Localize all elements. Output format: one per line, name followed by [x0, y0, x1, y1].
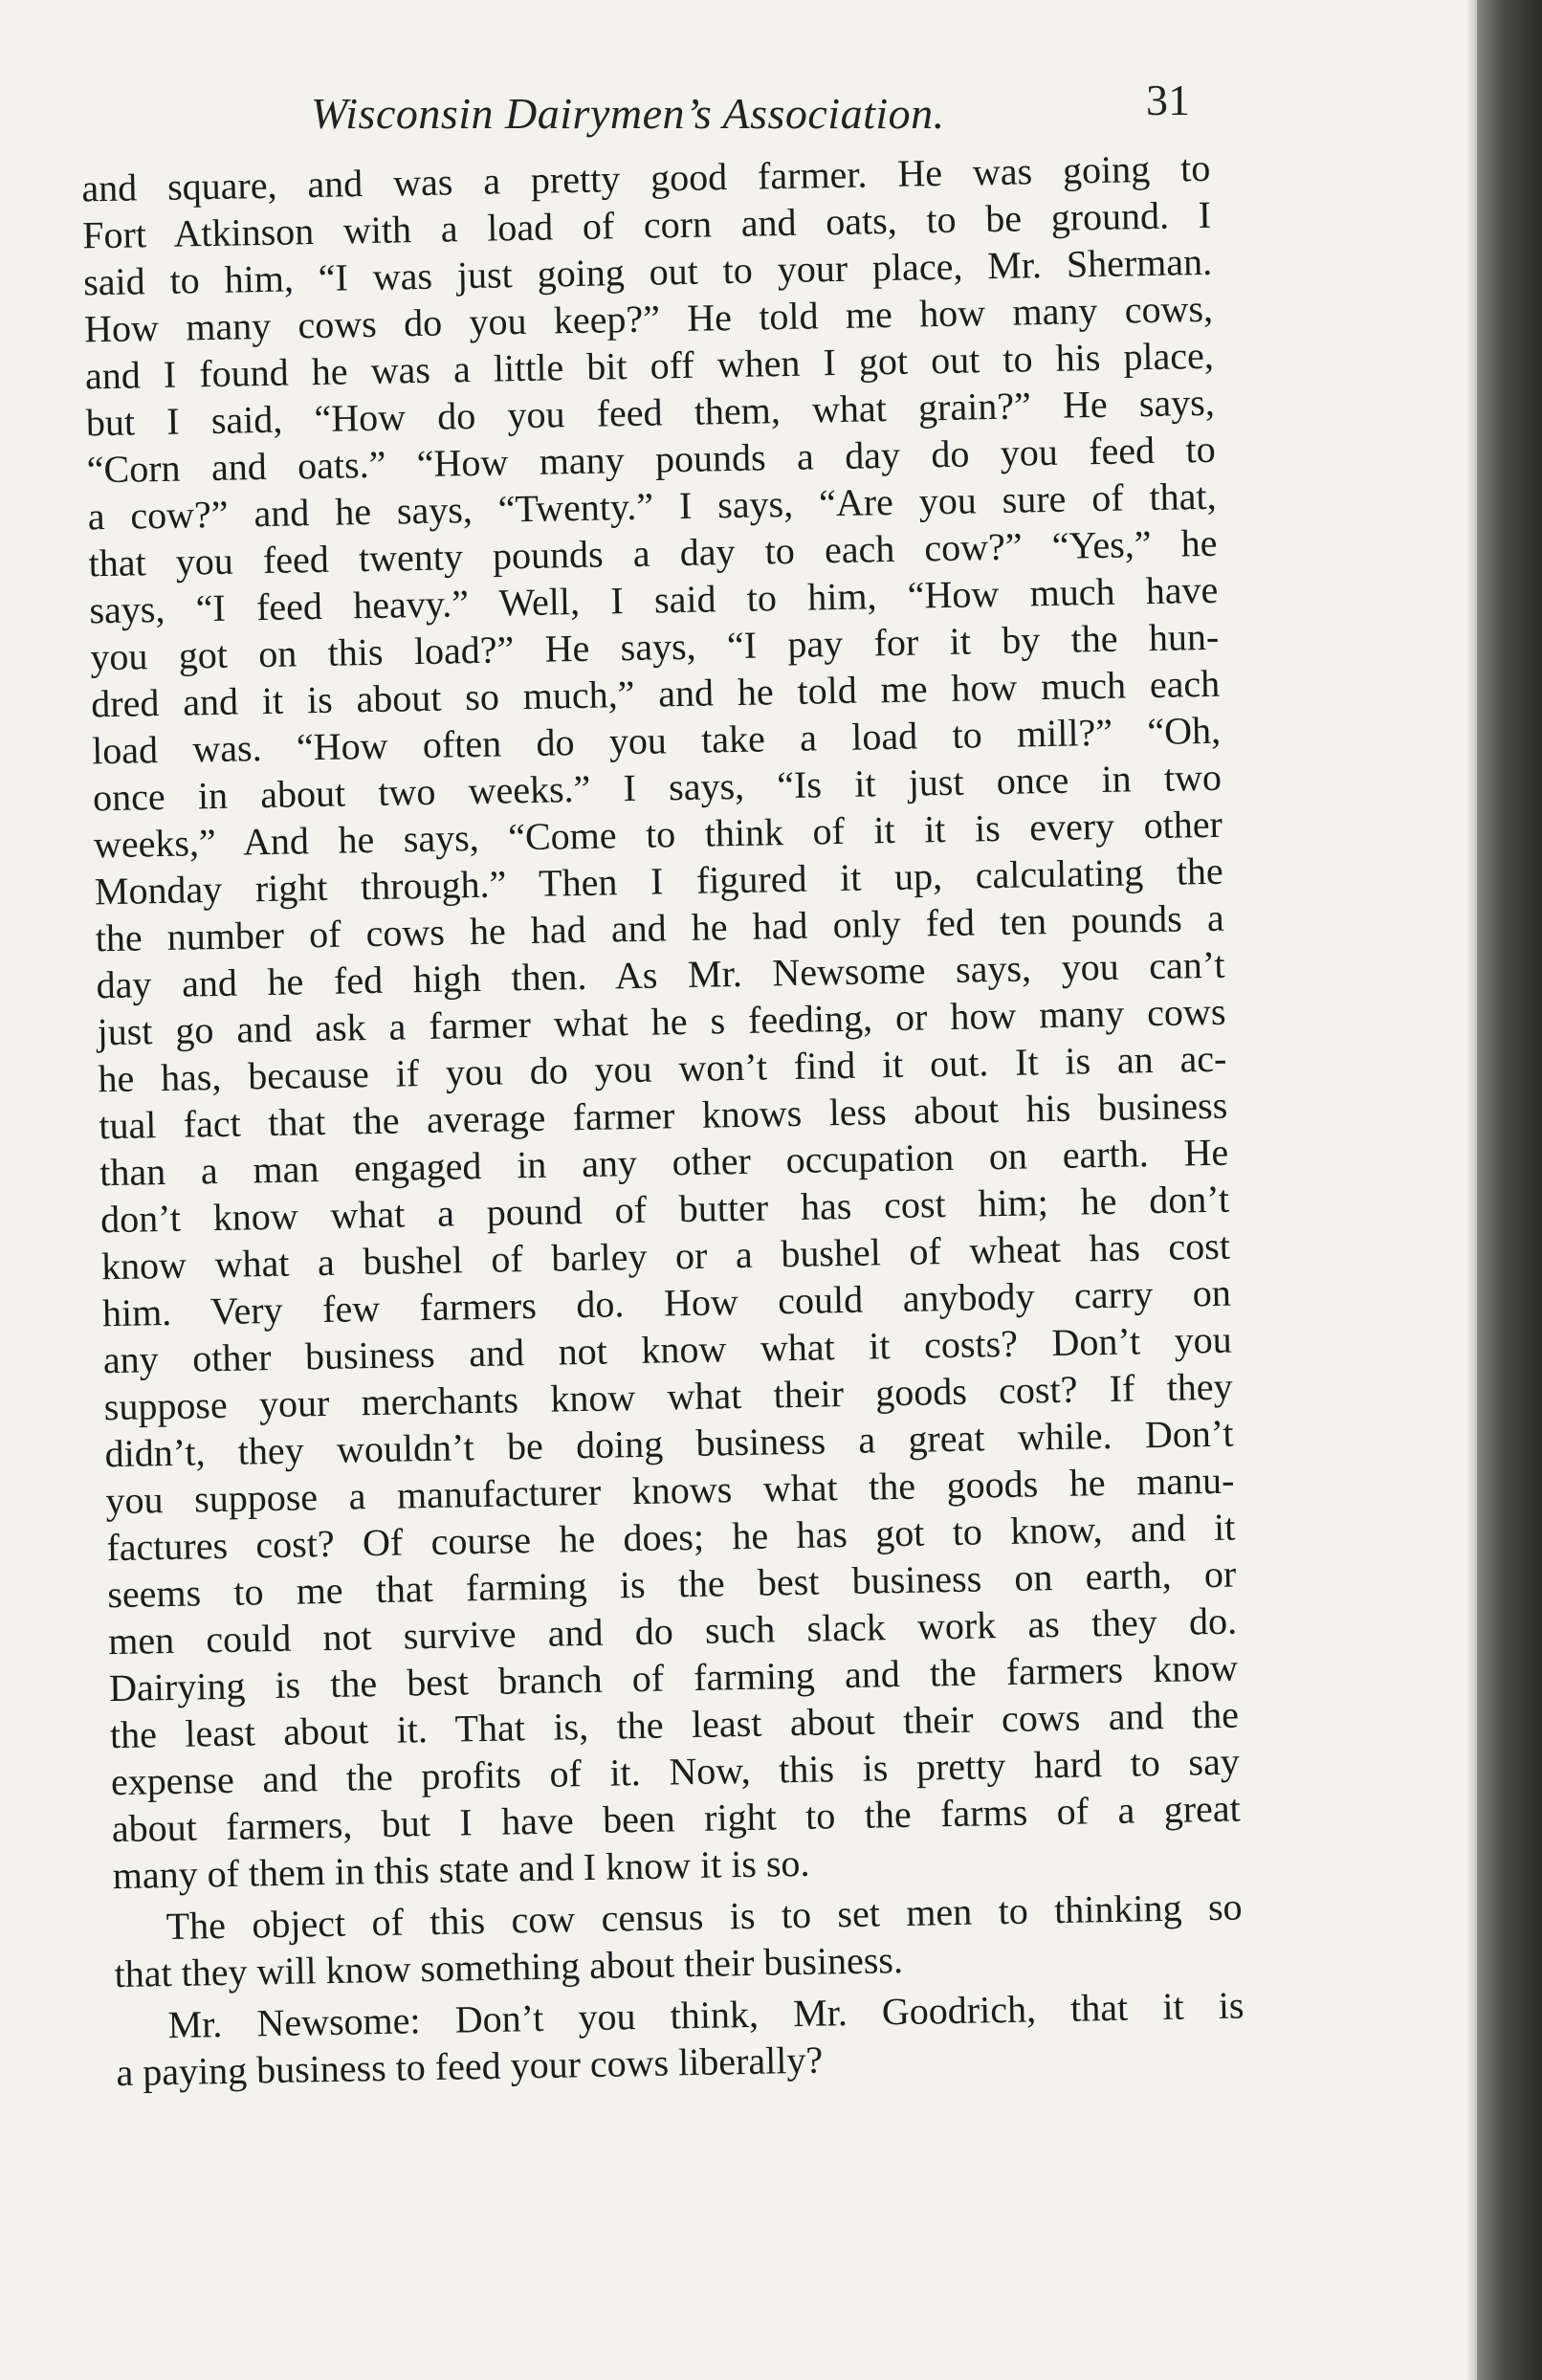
text-line: that they will know something about their business.: [114, 1938, 904, 1996]
text-line: just go and ask a farmer what he s feeding, or how many cows: [97, 989, 1226, 1054]
text-line: didn’t, they wouldn’t be doing business a great while. Don’t: [104, 1411, 1234, 1476]
text-line: any other business and not know what it costs? Don’t you: [102, 1317, 1233, 1382]
text-line: Dairying is the best branch of farming and the farmers know: [108, 1645, 1239, 1710]
text-line: that you feed twenty pounds a day to each cow?” “Yes,” he: [88, 520, 1218, 585]
text-line: than a man engaged in any other occupation on earth. He: [99, 1130, 1229, 1195]
text-line: dred and it is about so much,” and he told me how much each: [90, 661, 1221, 726]
text-line: once in about two weeks.” I says, “Is it just once in two: [92, 755, 1223, 820]
text-line: How many cows do you keep?” He told me how many cows,: [83, 286, 1214, 351]
text-line: seems to me that farming is the best business on earth, or: [106, 1552, 1237, 1617]
text-line: The object of this cow census is to set men to thinking so: [165, 1884, 1243, 1949]
text-line: he has, because if you do you won’t find it out. It is an ac-: [98, 1036, 1227, 1101]
text-line: factures cost? Of course he does; he has got to know, and it: [106, 1505, 1236, 1570]
text-line: says, “I feed heavy.” Well, I said to him, “How much have: [89, 567, 1219, 632]
text-line: about farmers, but I have been right to the farms of a great: [111, 1786, 1242, 1851]
text-line: said to him, “I was just going out to your place, Mr. Sherman.: [82, 239, 1213, 304]
text-line: load was. “How often do you take a load to mill?” “Oh,: [91, 708, 1222, 773]
text-line: and square, and was a pretty good farmer. He was going to: [81, 145, 1211, 210]
book-binding: [1477, 0, 1542, 2380]
page-number: 31: [1146, 76, 1190, 124]
text-line: you suppose a manufacturer knows what the goods he manu-: [105, 1458, 1235, 1523]
text-line: know what a bushel of barley or a bushel of wheat has cost: [100, 1223, 1231, 1289]
running-head: Wisconsin Dairymen’s Association.: [311, 89, 945, 138]
text-line: suppose your merchants know what their goods cost? If they: [103, 1364, 1233, 1429]
text-line: “Corn and oats.” “How many pounds a day do you feed to: [86, 427, 1217, 492]
text-line: men could not survive and do such slack work as they do.: [107, 1598, 1238, 1664]
text-line: Monday right through.” Then I figured it up, calculating the: [94, 848, 1224, 914]
text-line: weeks,” And he says, “Come to think of it it is every other: [93, 802, 1223, 867]
text-line: and I found he was a little bit off when I got out to his place,: [84, 333, 1215, 398]
text-line: the number of cows he had and he had only fed ten pounds a: [95, 895, 1224, 960]
text-line: but I said, “How do you feed them, what grain?” He says,: [85, 380, 1216, 445]
text-line: tual fact that the average farmer knows less about his business: [98, 1083, 1228, 1148]
text-line: expense and the profits of it. Now, this is pretty hard to say: [110, 1739, 1241, 1804]
text-line: you got on this load?” He says, “I pay for it by the hun-: [89, 614, 1220, 679]
text-line: many of them in this state and I know it is so.: [112, 1840, 810, 1898]
text-line: a cow?” and he says, “Twenty.” I says, “Are you sure of that,: [87, 474, 1217, 539]
text-line: don’t know what a pound of butter has cost him; he don’t: [99, 1177, 1230, 1242]
page-edge-shadow: [1467, 0, 1477, 2380]
body-text: [0, 143, 1339, 2095]
text-line: Fort Atkinson with a load of corn and oats, to be ground. I: [81, 192, 1212, 257]
text-line: day and he fed high then. As Mr. Newsome says, you can’t: [96, 942, 1225, 1007]
text-line: a paying business to feed your cows liberally?: [116, 2038, 824, 2095]
text-line: Mr. Newsome: Don’t you think, Mr. Goodrich, that it is: [167, 1983, 1245, 2047]
text-line: the least about it. That is, the least about their cows and the: [109, 1692, 1240, 1757]
text-line: him. Very few farmers do. How could anybody carry on: [101, 1270, 1232, 1335]
